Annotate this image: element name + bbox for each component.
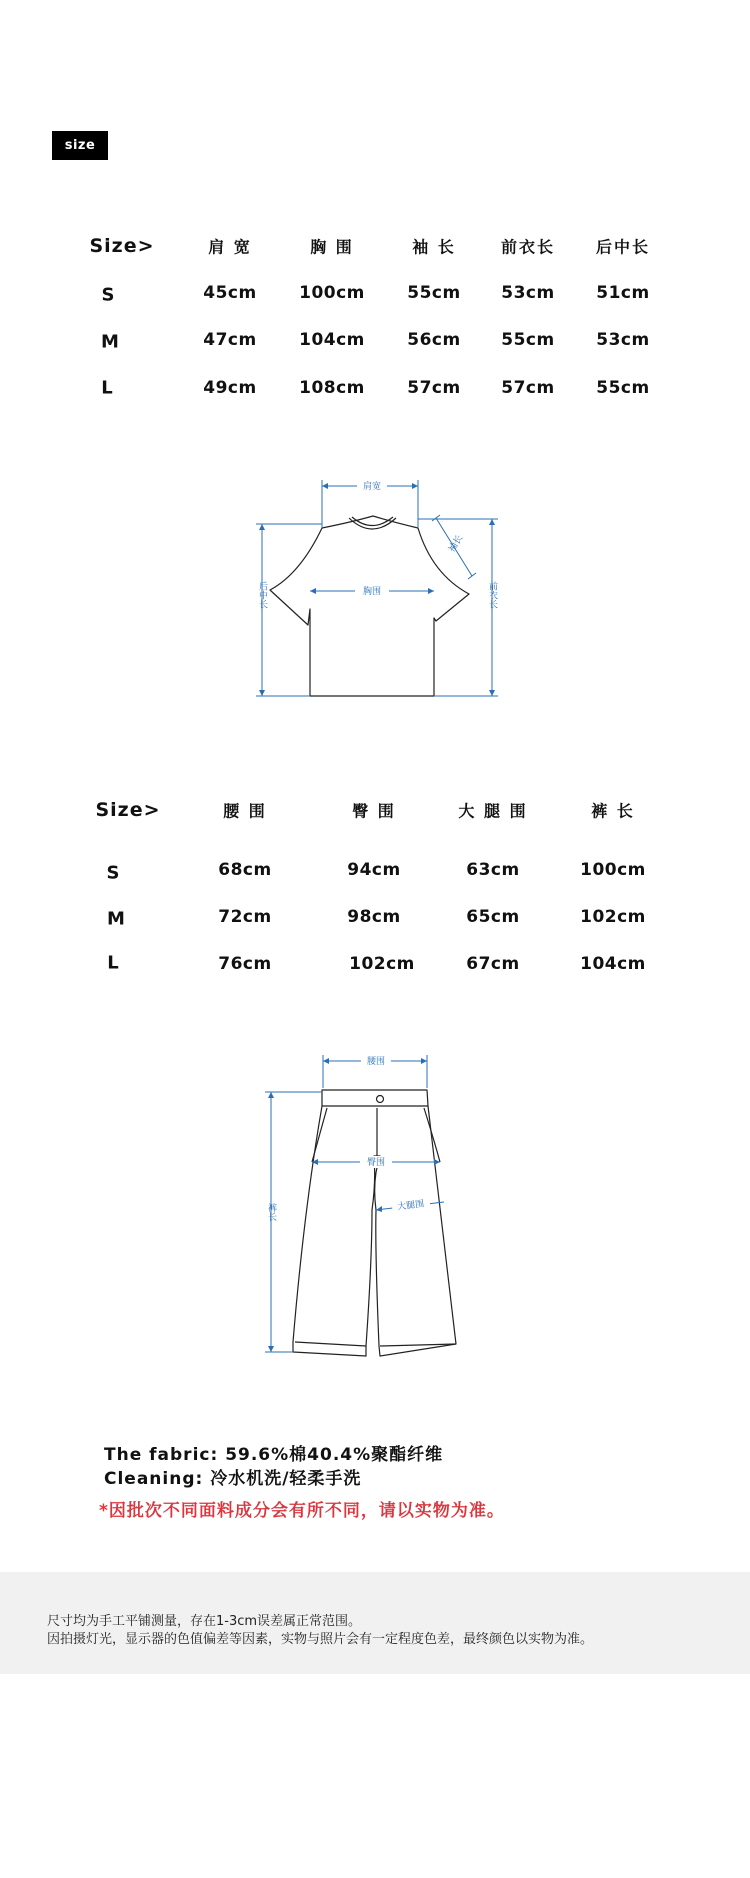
- table-header-chest: 胸 围: [310, 237, 354, 257]
- table-row-size: M: [107, 908, 125, 930]
- shoulder-label: 肩宽: [362, 482, 382, 492]
- table-cell: 100cm: [299, 283, 365, 303]
- hip-label: 臀围: [366, 1158, 386, 1168]
- table-cell: 57cm: [407, 378, 461, 398]
- sleeve-label: 袖长: [447, 533, 466, 555]
- table-cell: 72cm: [218, 907, 272, 927]
- disclaimer-line: 因拍摄灯光，显示器的色值偏差等因素，实物与照片会有一定程度色差，最终颜色以实物为准。: [47, 1632, 594, 1647]
- table-cell: 102cm: [580, 907, 646, 927]
- table-cell: 49cm: [203, 378, 257, 398]
- table-cell: 56cm: [407, 330, 461, 350]
- table-header-front-length: 前衣长: [500, 237, 556, 257]
- table-cell: 47cm: [203, 330, 257, 350]
- table-row-size: L: [101, 377, 113, 399]
- table-header-shoulder: 肩 宽: [208, 237, 252, 257]
- table-cell: 65cm: [466, 907, 520, 927]
- table-header-hip: 臀 围: [352, 801, 396, 821]
- table-header-size: Size>: [89, 235, 155, 257]
- table-cell: 45cm: [203, 283, 257, 303]
- back-length-label: 后中长: [257, 581, 267, 609]
- table-header-back-length: 后中长: [595, 237, 651, 257]
- table-cell: 51cm: [596, 283, 650, 303]
- table-cell: 55cm: [501, 330, 555, 350]
- table-header-sleeve: 袖 长: [412, 237, 456, 257]
- waist-label: 腰围: [366, 1057, 386, 1067]
- table-cell: 53cm: [596, 330, 650, 350]
- table-cell: 104cm: [299, 330, 365, 350]
- table-cell: 68cm: [218, 860, 272, 880]
- chest-label: 胸围: [362, 587, 382, 597]
- table-row-size: M: [101, 331, 119, 353]
- table-cell: 98cm: [347, 907, 401, 927]
- table-cell: 53cm: [501, 283, 555, 303]
- table-cell: 57cm: [501, 378, 555, 398]
- cleaning-instructions: Cleaning: 冷水机洗/轻柔手洗: [104, 1469, 362, 1489]
- table-row-size: S: [101, 284, 115, 306]
- waist-button: [377, 1096, 384, 1103]
- disclaimer-line: 尺寸均为手工平铺测量，存在1-3cm误差属正常范围。: [47, 1614, 362, 1629]
- table-cell: 55cm: [596, 378, 650, 398]
- table-cell: 104cm: [580, 954, 646, 974]
- front-length-label: 前衣长: [487, 581, 497, 609]
- table-cell: 76cm: [218, 954, 272, 974]
- table-cell: 94cm: [347, 860, 401, 880]
- length-label: 裤长: [266, 1203, 276, 1221]
- pants-outline: [293, 1090, 456, 1356]
- table-header-thigh: 大 腿 围: [458, 801, 528, 821]
- table-cell: 102cm: [349, 954, 415, 974]
- measurement-disclaimer: [0, 1572, 750, 1674]
- table-cell: 100cm: [580, 860, 646, 880]
- thigh-label: 大腿围: [396, 1199, 425, 1213]
- table-header-size: Size>: [95, 799, 161, 821]
- tshirt-measurement-diagram: [250, 475, 510, 705]
- batch-variation-note: *因批次不同面料成分会有所不同，请以实物为准。: [99, 1501, 505, 1521]
- table-row-size: S: [106, 862, 120, 884]
- fabric-composition: The fabric: 59.6%棉40.4%聚酯纤维: [104, 1445, 444, 1465]
- table-cell: 67cm: [466, 954, 520, 974]
- table-row-size: L: [107, 952, 119, 974]
- pants-measurement-diagram: [262, 1052, 476, 1362]
- table-cell: 55cm: [407, 283, 461, 303]
- size-badge: size: [52, 131, 108, 160]
- table-header-waist: 腰 围: [223, 801, 267, 821]
- table-cell: 108cm: [299, 378, 365, 398]
- table-cell: 63cm: [466, 860, 520, 880]
- tshirt-outline: [270, 516, 469, 696]
- table-header-length: 裤 长: [591, 801, 635, 821]
